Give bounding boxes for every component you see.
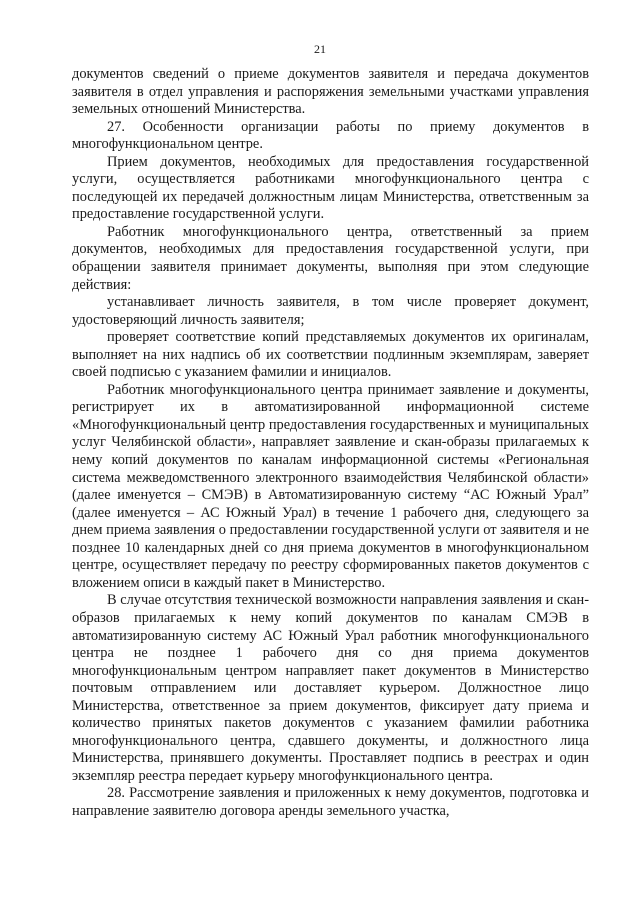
paragraph-copy-verification: проверяет соответствие копий представляемых документов их оригиналам, выполняет на них надпись об их соответствии подлинным экземплярам, заверяет своей подписью с указанием фамилии и инициалов. [72, 329, 589, 381]
paragraph-section-27: 27. Особенности организации работы по приему документов в многофункциональном центре. [72, 118, 589, 153]
document-body [72, 66, 589, 821]
paragraph-identity-check: устанавливает личность заявителя, в том числе проверяет документ, удостоверяющий личность заявителя; [72, 294, 589, 328]
page-number: 21 [314, 42, 326, 56]
paragraph-no-technical-capability: В случае отсутствия технической возможности направления заявления и скан-образов прилагаемых к нему копий документов по каналам СМЭВ в автоматизированную систему АС Южный Урал работник многофункционального центра не позднее 1 рабочего дня со дня приема документов многофункциональным центром направляет пакет документов в Министерство почтовым отправлением или доставляет курьером. Должностное лицо Министерства, ответственное за прием документов, фиксирует дату приема и количество принятых пакетов документов с указанием фамилии работника многофункционального центра, сдавшего документы, и должностного лица Министерства, принявшего документы. Проставляет подпись в реестрах и один экземпляр реестра передает курьеру многофункционального центра. [72, 592, 589, 784]
paragraph-worker-actions: Работник многофункционального центра, ответственный за прием документов, необходимых для предоставления государственной услуги, при обращении заявителя принимает документы, выполняя при этом следующие действия: [72, 223, 589, 293]
paragraph-registration: Работник многофункционального центра принимает заявление и документы, регистрирует их в автоматизированной информационной системе «Многофункциональный центр предоставления государственных и муниципальных услуг Челябинской области», направляет заявление и скан-образы прилагаемых к нему копий документов по каналам информационной системы «Региональная система межведомственного электронного взаимодействия Челябинской области» (далее именуется – СМЭВ) в Автоматизированную систему “АС Южный Урал” (далее именуется – АС Южный Урал) в течение 1 рабочего дня, следующего за днем приема заявления о предоставлении государственной услуги от заявителя и не позднее 10 календарных дней со дня приема документов в многофункциональном центре, осуществляет передачу по реестру сформированных пакетов документов с вложением описи в каждый пакет в Министерство. [72, 381, 589, 591]
paragraph-section-28: 28. Рассмотрение заявления и приложенных к нему документов, подготовка и направление заявителю договора аренды земельного участка, [72, 785, 589, 819]
paragraph-document-reception: Прием документов, необходимых для предоставления государственной услуги, осуществляется работниками многофункционального центра с последующей их передачей должностным лицам Министерства, ответственным за предоставление государственной услуги. [72, 153, 589, 223]
paragraph-continuation: документов сведений о приеме документов заявителя и передача документов заявителя в отдел управления и распоряжения земельными участками управления земельных отношений Министерства. [72, 66, 589, 118]
